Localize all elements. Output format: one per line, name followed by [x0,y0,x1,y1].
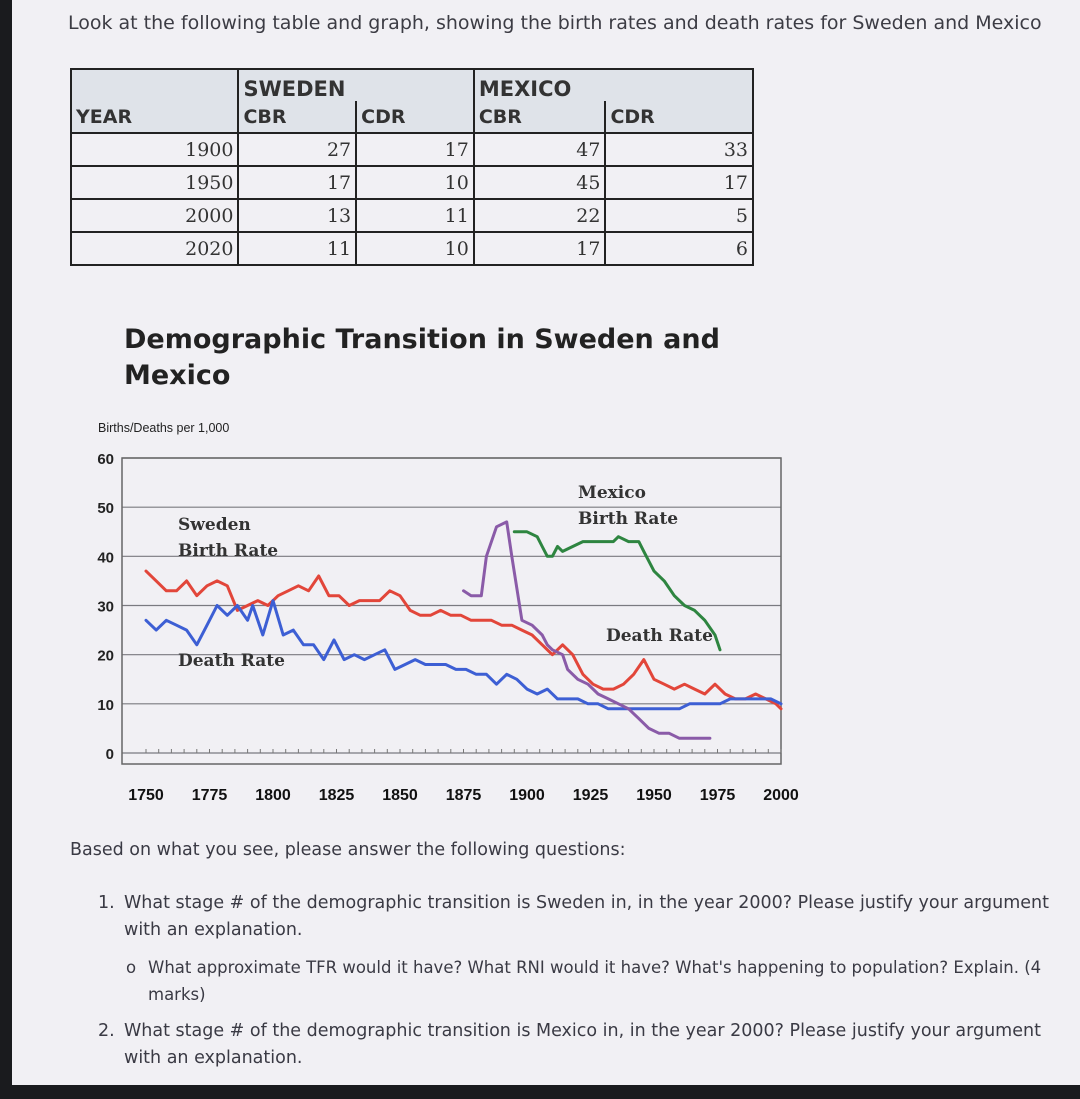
mexico-header: MEXICO [474,69,753,101]
worksheet-page [12,0,1080,1085]
question-2 [98,1018,1050,1072]
x-tick-label: 1775 [191,787,228,804]
mexico-birth-annotation-line2: Birth Rate [578,509,679,529]
table-row [71,166,753,199]
sweden-cdr-cell: 10 [356,166,474,199]
intro-text: Look at the following table and graph, showing the birth rates and death rates for Sweden and Mexico [68,12,1042,34]
mexico-cdr-cell: 33 [605,133,753,166]
mexico-cdr-cell: 5 [605,199,753,232]
x-tick-label: 1950 [636,787,672,804]
mexico-cdr-header: CDR [605,101,753,133]
line-chart [12,410,1080,820]
mexico-cdr-cell: 6 [605,232,753,265]
question-1-text: What stage # of the demographic transition is Sweden in, in the year 2000? Please justify your argument with an explanation. [124,893,1049,940]
x-tick-label: 1825 [318,787,355,804]
sweden-cbr-header: CBR [238,101,356,133]
question-1-number: 1. [98,893,115,913]
questions-section [70,840,1050,1082]
sweden-cdr-cell: 10 [356,232,474,265]
sweden-birth-annotation-line2: Birth Rate [178,541,279,561]
table-row [71,133,753,166]
bullet-icon: o [126,958,137,977]
y-tick-label: 10 [97,696,114,714]
mexico-death-annotation: Death Rate [606,626,713,646]
x-tick-label: 1875 [445,787,482,804]
table-corner-cell [71,69,238,101]
question-2-number: 2. [98,1021,115,1041]
x-tick-label: 1900 [509,787,545,804]
x-tick-label: 1850 [382,787,418,804]
year-cell: 1950 [71,166,238,199]
question-1-sub-text: What approximate TFR would it have? What RNI would it have? What's happening to population? Explain. (4 marks) [148,958,1042,1004]
x-axis-ticks [128,749,799,804]
x-tick-label: 1975 [699,787,736,804]
mexico-cbr-header: CBR [474,101,606,133]
y-tick-label: 0 [105,746,114,763]
sweden-cdr-header: CDR [356,101,474,133]
sweden-death-annotation: Death Rate [178,651,285,671]
year-cell: 1900 [71,133,238,166]
chart-title: Demographic Transition in Sweden and Mexico [124,324,720,391]
question-1-subpoint [126,954,1050,1008]
question-2-text: What stage # of the demographic transition is Mexico in, in the year 2000? Please justify your argument with an explanation. [124,1021,1041,1068]
sweden-cbr-cell: 11 [238,232,356,265]
x-tick-label: 1800 [255,787,291,804]
sweden-cbr-cell: 17 [238,166,356,199]
sweden-birth-annotation-line1: Sweden [178,515,251,535]
y-tick-label: 20 [97,647,114,665]
x-tick-label: 1750 [128,787,164,804]
mexico-cbr-cell: 45 [474,166,606,199]
y-tick-label: 60 [97,451,114,468]
year-cell: 2000 [71,199,238,232]
sweden-cbr-cell: 27 [238,133,356,166]
y-tick-label: 40 [97,549,114,567]
sweden-cdr-cell: 11 [356,199,474,232]
year-header: YEAR [71,101,238,133]
y-axis-ticks [97,451,114,763]
x-tick-label: 2000 [763,787,799,804]
sweden-cdr-cell: 17 [356,133,474,166]
year-cell: 2020 [71,232,238,265]
x-tick-label: 1925 [572,787,609,804]
y-tick-label: 50 [97,500,114,518]
rates-table [70,68,754,266]
mexico-cbr-cell: 17 [474,232,606,265]
table-row [71,232,753,265]
mexico-cbr-cell: 22 [474,199,606,232]
question-1 [98,890,1050,944]
y-tick-label: 30 [97,598,114,616]
sweden-cbr-cell: 13 [238,199,356,232]
mexico-birth-annotation-line1: Mexico [578,483,646,503]
sweden-header: SWEDEN [238,69,473,101]
table-row [71,199,753,232]
mexico-cdr-cell: 17 [605,166,753,199]
mexico-cbr-cell: 47 [474,133,606,166]
y-axis-label: Births/Deaths per 1,000 [98,421,230,435]
questions-lead: Based on what you see, please answer the following questions: [70,840,626,860]
